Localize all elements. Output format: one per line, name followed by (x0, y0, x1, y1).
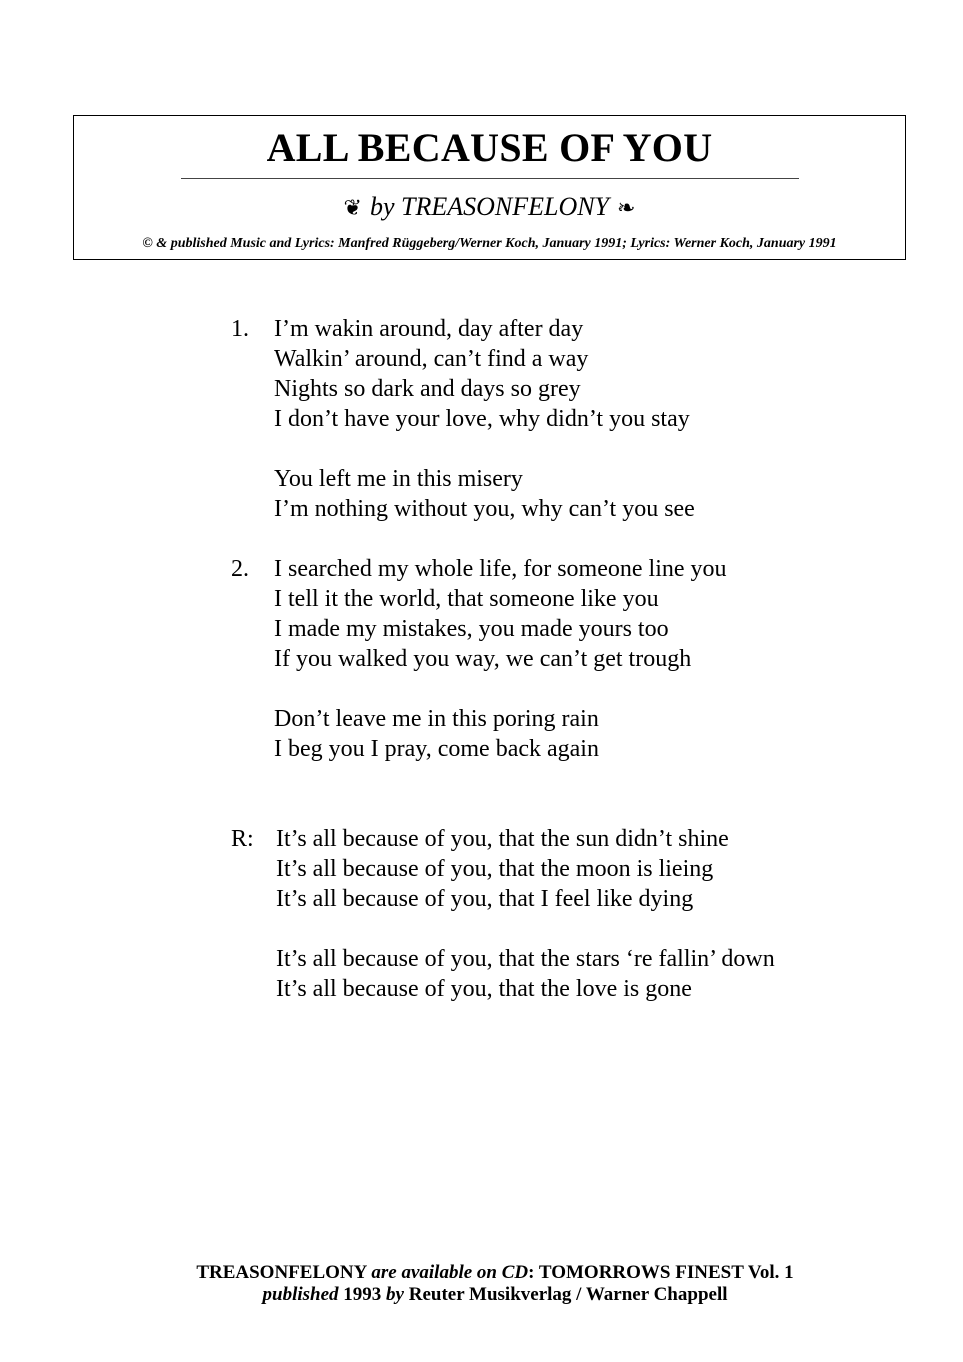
lyric-line: It’s all because of you, that the stars ‘re fallin’ down (276, 946, 775, 972)
lyric-line: If you walked you way, we can’t get trough (274, 646, 692, 672)
footer-line-1: TREASONFELONY are available on CD: TOMORROWS FINEST Vol. 1 (196, 1262, 794, 1283)
byline (74, 192, 905, 223)
lyric-line: I beg you I pray, come back again (274, 736, 599, 762)
lyric-line: It’s all because of you, that I feel like dying (276, 886, 694, 912)
lyric-line: I made my mistakes, you made yours too (274, 616, 669, 642)
lyric-line: It’s all because of you, that the sun didn’t shine (276, 826, 729, 852)
lyric-line: It’s all because of you, that the moon is lieing (276, 856, 714, 882)
copyright-notice: © & published Music and Lyrics: Manfred Rüggeberg/Werner Koch, January 1991; Lyrics: Werner Koch, January 1991 (142, 236, 837, 251)
lyric-line: It’s all because of you, that the love is gone (276, 976, 692, 1002)
song-title: ALL BECAUSE OF YOU (266, 125, 713, 170)
lyric-line: I tell it the world, that someone like you (274, 586, 659, 612)
lyric-line: I don’t have your love, why didn’t you stay (274, 406, 690, 432)
lyric-line: I’m wakin around, day after day (274, 316, 584, 342)
floral-ornament-right-icon: ❧ (617, 195, 636, 220)
verse-1 (231, 314, 775, 524)
title-underline (181, 178, 799, 179)
byline-text: by TREASONFELONY (369, 192, 610, 221)
lyric-line: Nights so dark and days so grey (274, 376, 581, 402)
lyric-line: I’m nothing without you, why can’t you see (274, 496, 695, 522)
lyric-line: I searched my whole life, for someone line you (274, 556, 727, 582)
floral-ornament-left-icon: ❦ (343, 195, 362, 220)
lyric-line: You left me in this misery (274, 466, 523, 492)
header-box (73, 115, 906, 260)
refrain-marker: R: (231, 826, 254, 852)
lyrics (231, 314, 775, 1004)
lyric-line: Don’t leave me in this poring rain (274, 706, 599, 732)
verse-2 (231, 554, 775, 764)
verse-marker: 1. (231, 316, 249, 342)
refrain (231, 824, 775, 1004)
verse-marker: 2. (231, 556, 249, 582)
footer (0, 1262, 963, 1306)
lyric-line: Walkin’ around, can’t find a way (274, 346, 589, 372)
footer-line-2: published 1993 by Reuter Musikverlag / Warner Chappell (262, 1284, 728, 1305)
